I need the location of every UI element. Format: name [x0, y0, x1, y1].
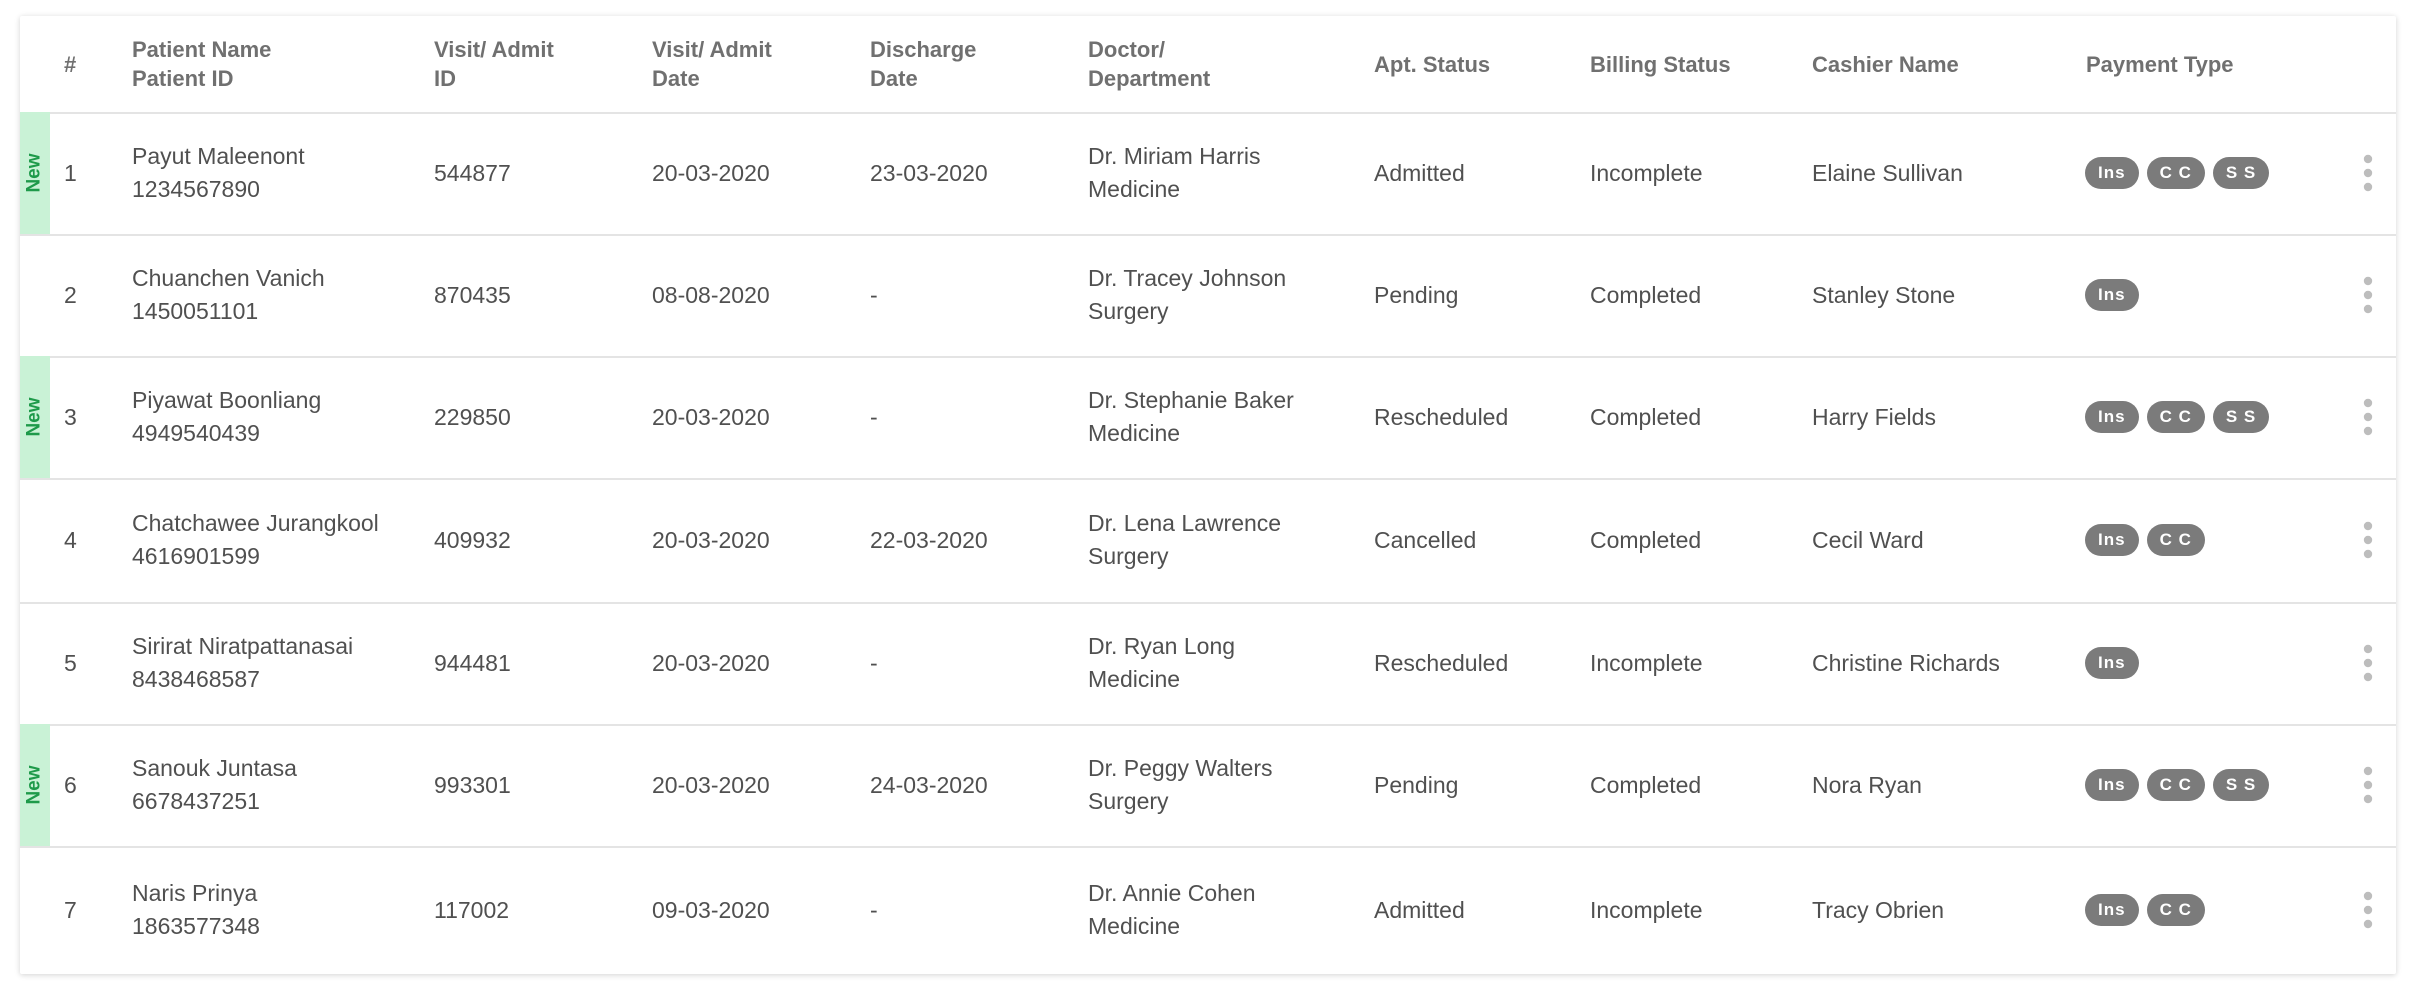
doctor-name: Dr. Tracey Johnson: [1088, 265, 1287, 291]
more-vertical-icon[interactable]: [2358, 234, 2378, 356]
patient-cell: [132, 846, 260, 974]
doctor-name: Dr. Miriam Harris: [1088, 143, 1261, 169]
discharge-date: -: [870, 896, 878, 923]
doctor-cell: [1088, 234, 1286, 356]
billing-status: Incomplete: [1590, 896, 1703, 923]
header-visit-id: Visit/ Admit ID: [434, 37, 554, 91]
table-row[interactable]: [20, 234, 2396, 358]
billing-status: Completed: [1590, 281, 1702, 308]
row-number: 1: [64, 159, 77, 186]
patient-name: Sirirat Niratpattanasai: [132, 633, 354, 659]
department-name: Medicine: [1088, 176, 1181, 202]
visit-id: 870435: [434, 281, 511, 308]
visit-date: 20-03-2020: [652, 159, 770, 186]
payment-types: [2085, 602, 2139, 724]
visit-date: 09-03-2020: [652, 896, 770, 923]
discharge-date: 24-03-2020: [870, 771, 988, 798]
apt-status: Rescheduled: [1374, 649, 1509, 676]
table-row[interactable]: [20, 478, 2396, 604]
discharge-date: -: [870, 281, 878, 308]
apt-status: Admitted: [1374, 896, 1465, 923]
visit-date: 20-03-2020: [652, 403, 770, 430]
header-doctor: Doctor/ Department: [1088, 37, 1211, 91]
payment-badge-cc: C C: [2147, 157, 2205, 189]
patient-cell: [132, 478, 379, 602]
visit-date: 08-08-2020: [652, 281, 770, 308]
table-row[interactable]: [20, 112, 2396, 236]
doctor-name: Dr. Annie Cohen: [1088, 880, 1256, 906]
payment-badge-insurance: Ins: [2085, 769, 2139, 801]
doctor-cell: [1088, 478, 1281, 602]
patient-id: 4616901599: [132, 543, 260, 569]
doctor-name: Dr. Peggy Walters: [1088, 755, 1273, 781]
doctor-cell: [1088, 356, 1294, 478]
payment-badge-insurance: Ins: [2085, 401, 2139, 433]
header-cashier: Cashier Name: [1812, 51, 1959, 77]
patient-id: 1863577348: [132, 913, 260, 939]
visit-date: 20-03-2020: [652, 526, 770, 553]
discharge-date: -: [870, 649, 878, 676]
payment-types: [2085, 478, 2205, 602]
row-number: 5: [64, 649, 77, 676]
patient-cell: [132, 112, 305, 234]
payment-types: [2085, 356, 2269, 478]
table-row[interactable]: [20, 356, 2396, 480]
patient-name: Payut Maleenont: [132, 143, 305, 169]
more-vertical-icon[interactable]: [2358, 602, 2378, 724]
patient-id: 1234567890: [132, 176, 260, 202]
payment-types: [2085, 846, 2205, 974]
apt-status: Admitted: [1374, 159, 1465, 186]
cashier-name: Harry Fields: [1812, 403, 1936, 430]
table-row[interactable]: [20, 846, 2396, 974]
row-number: 4: [64, 526, 77, 553]
doctor-cell: [1088, 112, 1261, 234]
visit-id: 117002: [434, 896, 510, 923]
payment-badge-ss: S S: [2213, 401, 2269, 433]
payment-types: [2085, 234, 2139, 356]
more-vertical-icon[interactable]: [2358, 846, 2378, 974]
department-name: Surgery: [1088, 788, 1169, 814]
cashier-name: Elaine Sullivan: [1812, 159, 1963, 186]
table-row[interactable]: [20, 602, 2396, 726]
visit-id: 993301: [434, 771, 511, 798]
payment-badge-insurance: Ins: [2085, 524, 2139, 556]
patient-cell: [132, 234, 325, 356]
payment-badge-ss: S S: [2213, 769, 2269, 801]
new-badge: New: [20, 112, 50, 234]
more-vertical-icon[interactable]: [2358, 724, 2378, 846]
visit-date: 20-03-2020: [652, 649, 770, 676]
cashier-name: Nora Ryan: [1812, 771, 1922, 798]
visit-id: 944481: [434, 649, 511, 676]
new-badge: New: [20, 724, 50, 846]
header-billing-status: Billing Status: [1590, 51, 1731, 77]
patient-name: Chuanchen Vanich: [132, 265, 325, 291]
apt-status: Rescheduled: [1374, 403, 1509, 430]
patient-cell: [132, 602, 353, 724]
payment-badge-insurance: Ins: [2085, 894, 2139, 926]
header-discharge-date: Discharge Date: [870, 37, 977, 91]
more-vertical-icon[interactable]: [2358, 478, 2378, 602]
department-name: Surgery: [1088, 298, 1169, 324]
visit-id: 409932: [434, 526, 511, 553]
table-header: [20, 16, 2396, 114]
row-number: 6: [64, 771, 77, 798]
doctor-cell: [1088, 724, 1272, 846]
doctor-name: Dr. Stephanie Baker: [1088, 387, 1294, 413]
patient-id: 4949540439: [132, 420, 260, 446]
more-vertical-icon[interactable]: [2358, 356, 2378, 478]
header-payment-type: Payment Type: [2086, 51, 2234, 77]
payment-badge-cc: C C: [2147, 894, 2205, 926]
apt-status: Pending: [1374, 281, 1459, 308]
row-number: 3: [64, 403, 77, 430]
apt-status: Cancelled: [1374, 526, 1477, 553]
patient-name: Naris Prinya: [132, 880, 258, 906]
payment-badge-insurance: Ins: [2085, 647, 2139, 679]
patient-id: 1450051101: [132, 298, 259, 324]
new-badge: New: [20, 356, 50, 478]
cashier-name: Stanley Stone: [1812, 281, 1956, 308]
cashier-name: Cecil Ward: [1812, 526, 1924, 553]
payment-badge-cc: C C: [2147, 401, 2205, 433]
patient-cell: [132, 356, 321, 478]
billing-status: Incomplete: [1590, 159, 1703, 186]
header-apt-status: Apt. Status: [1374, 51, 1491, 77]
payment-badge-insurance: Ins: [2085, 279, 2139, 311]
doctor-cell: [1088, 602, 1235, 724]
row-number: 7: [64, 896, 77, 923]
payment-badge-insurance: Ins: [2085, 157, 2139, 189]
discharge-date: -: [870, 403, 878, 430]
header-number: #: [64, 51, 77, 77]
payment-types: [2085, 724, 2269, 846]
payment-types: [2085, 112, 2269, 234]
department-name: Medicine: [1088, 913, 1181, 939]
billing-status: Completed: [1590, 771, 1702, 798]
billing-status: Incomplete: [1590, 649, 1703, 676]
patient-id: 8438468587: [132, 666, 260, 692]
cashier-name: Tracy Obrien: [1812, 896, 1945, 923]
apt-status: Pending: [1374, 771, 1459, 798]
payment-badge-cc: C C: [2147, 769, 2205, 801]
patient-visits-table: [20, 16, 2396, 974]
billing-status: Completed: [1590, 526, 1702, 553]
patient-name: Piyawat Boonliang: [132, 387, 322, 413]
patient-cell: [132, 724, 297, 846]
billing-status: Completed: [1590, 403, 1702, 430]
patient-name: Sanouk Juntasa: [132, 755, 297, 781]
table-row[interactable]: [20, 724, 2396, 848]
header-patient: Patient Name Patient ID: [132, 37, 272, 91]
discharge-date: 22-03-2020: [870, 526, 988, 553]
doctor-name: Dr. Lena Lawrence: [1088, 510, 1282, 536]
doctor-name: Dr. Ryan Long: [1088, 633, 1236, 659]
department-name: Medicine: [1088, 420, 1181, 446]
more-vertical-icon[interactable]: [2358, 112, 2378, 234]
department-name: Surgery: [1088, 543, 1169, 569]
doctor-cell: [1088, 846, 1256, 974]
header-visit-date: Visit/ Admit Date: [652, 37, 772, 91]
visit-id: 229850: [434, 403, 511, 430]
payment-badge-ss: S S: [2213, 157, 2269, 189]
payment-badge-cc: C C: [2147, 524, 2205, 556]
patient-name: Chatchawee Jurangkool: [132, 510, 379, 536]
visit-date: 20-03-2020: [652, 771, 770, 798]
cashier-name: Christine Richards: [1812, 649, 2000, 676]
discharge-date: 23-03-2020: [870, 159, 988, 186]
visit-id: 544877: [434, 159, 511, 186]
department-name: Medicine: [1088, 666, 1181, 692]
row-number: 2: [64, 281, 77, 308]
patient-id: 6678437251: [132, 788, 260, 814]
